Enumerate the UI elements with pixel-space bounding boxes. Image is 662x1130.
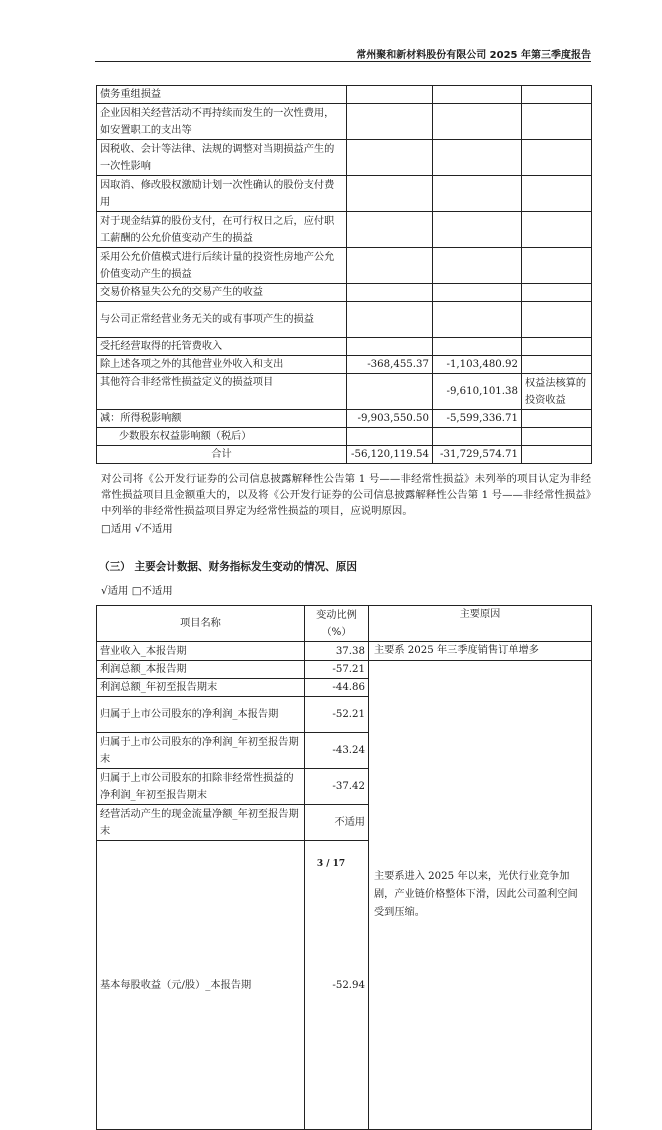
row-label: 归属于上市公司股东的扣除非经常性损益的净利润_年初至报告期末 xyxy=(97,769,305,805)
amount-current xyxy=(347,86,433,104)
note xyxy=(522,338,592,356)
row-label: 因取消、修改股权激励计划一次性确认的股份支付费用 xyxy=(97,176,347,212)
row-label: 其他符合非经常性损益定义的损益项目 xyxy=(97,374,347,410)
note xyxy=(522,428,592,446)
table-row xyxy=(97,176,592,212)
amount-ytd xyxy=(433,86,522,104)
amount-current xyxy=(347,140,433,176)
row-label: 归属于上市公司股东的净利润_本报告期 xyxy=(97,697,305,733)
row-label: 企业因相关经营活动不再持续而发生的一次性费用，如安置职工的支出等 xyxy=(97,104,347,140)
row-label: 归属于上市公司股东的净利润_年初至报告期末 xyxy=(97,733,305,769)
note xyxy=(522,248,592,284)
note xyxy=(522,410,592,428)
table-row xyxy=(97,356,592,374)
change-ratio: 不适用 xyxy=(305,805,369,841)
note xyxy=(522,104,592,140)
table-row xyxy=(97,642,592,661)
row-label: 交易价格显失公允的交易产生的收益 xyxy=(97,284,347,302)
amount-current xyxy=(347,302,433,338)
reason-cell: 主要系 2025 年三季度销售订单增多 xyxy=(369,642,592,661)
table-row xyxy=(97,212,592,248)
row-label: 采用公允价值模式进行后续计量的投资性房地产公允价值变动产生的损益 xyxy=(97,248,347,284)
amount-current xyxy=(347,176,433,212)
table-row xyxy=(97,338,592,356)
table-row xyxy=(97,410,592,428)
amount-ytd: -31,729,574.71 xyxy=(433,446,522,464)
column-header-ratio: 变动比例（%） xyxy=(305,606,369,642)
change-ratio: -52.94 xyxy=(305,841,369,1130)
note xyxy=(522,356,592,374)
table-row-total xyxy=(97,446,592,464)
row-label: 基本每股收益（元/股）_本报告期 xyxy=(97,841,305,1130)
row-label: 合计 xyxy=(97,446,347,464)
note: 权益法核算的投资收益 xyxy=(522,374,592,410)
applicability-checkbox-2: √适用 □不适用 xyxy=(101,585,173,597)
amount-current xyxy=(347,104,433,140)
amount-ytd: -1,103,480.92 xyxy=(433,356,522,374)
row-label: 利润总额_年初至报告期末 xyxy=(97,679,305,697)
column-header-reason: 主要原因 xyxy=(369,606,592,642)
page-number: 3 / 17 xyxy=(316,859,346,869)
amount-ytd xyxy=(433,140,522,176)
amount-ytd: -9,610,101.38 xyxy=(433,374,522,410)
amount-current xyxy=(347,374,433,410)
row-label: 与公司正常经营业务无关的或有事项产生的损益 xyxy=(97,302,347,338)
change-ratio: -44.86 xyxy=(305,679,369,697)
amount-ytd xyxy=(433,338,522,356)
reason-cell-merged: 主要系进入 2025 年以来，光伏行业竞争加剧，产业链价格整体下滑，因此公司盈利空间受到压缩。 xyxy=(369,661,592,1130)
change-ratio: -57.21 xyxy=(305,661,369,679)
amount-current xyxy=(347,338,433,356)
amount-current: -9,903,550.50 xyxy=(347,410,433,428)
table-row xyxy=(97,661,592,679)
change-ratio: -37.42 xyxy=(305,769,369,805)
amount-current xyxy=(347,428,433,446)
row-label: 对于现金结算的股份支付，在可行权日之后，应付职工薪酬的公允价值变动产生的损益 xyxy=(97,212,347,248)
amount-ytd xyxy=(433,428,522,446)
note xyxy=(522,284,592,302)
note xyxy=(522,302,592,338)
applicability-checkbox-1: □适用 √不适用 xyxy=(101,523,173,535)
table-row xyxy=(97,374,592,410)
amount-ytd xyxy=(433,302,522,338)
table-row xyxy=(97,86,592,104)
amount-ytd xyxy=(433,284,522,302)
page-header: 常州聚和新材料股份有限公司 2025 年第三季度报告 xyxy=(356,50,591,61)
row-label: 除上述各项之外的其他营业外收入和支出 xyxy=(97,356,347,374)
row-label: 减：所得税影响额 xyxy=(97,410,347,428)
amount-current xyxy=(347,284,433,302)
explanation-paragraph: 对公司将《公开发行证券的公司信息披露解释性公告第 1 号——非经常性损益》未列举的项目认定为非经常性损益项目且金额重大的，以及将《公开发行证券的公司信息披露解释性公告第 1 号——非经常性损益》中列举的非经常性损益项目界定为经常性损益的项目，应说明原因。 xyxy=(101,473,591,517)
row-label: 经营活动产生的现金流量净额_年初至报告期末 xyxy=(97,805,305,841)
section-title: （三） 主要会计数据、财务指标发生变动的情况、原因 xyxy=(99,561,357,573)
note xyxy=(522,176,592,212)
amount-ytd xyxy=(433,176,522,212)
header-divider xyxy=(95,61,591,62)
amount-ytd xyxy=(433,248,522,284)
amount-current: -368,455.37 xyxy=(347,356,433,374)
change-ratio: -52.21 xyxy=(305,697,369,733)
column-header-item: 项目名称 xyxy=(97,606,305,642)
amount-ytd xyxy=(433,212,522,248)
row-label: 利润总额_本报告期 xyxy=(97,661,305,679)
table-row xyxy=(97,248,592,284)
table-row xyxy=(97,284,592,302)
table-row xyxy=(97,140,592,176)
table-row xyxy=(97,428,592,446)
amount-ytd: -5,599,336.71 xyxy=(433,410,522,428)
change-ratio: -43.24 xyxy=(305,733,369,769)
row-label: 因税收、会计等法律、法规的调整对当期损益产生的一次性影响 xyxy=(97,140,347,176)
row-label: 债务重组损益 xyxy=(97,86,347,104)
note xyxy=(522,140,592,176)
table-header-row xyxy=(97,606,592,642)
amount-ytd xyxy=(433,104,522,140)
note xyxy=(522,86,592,104)
amount-current xyxy=(347,212,433,248)
row-label: 少数股东权益影响额（税后） xyxy=(97,428,347,446)
note xyxy=(522,446,592,464)
row-label: 受托经营取得的托管费收入 xyxy=(97,338,347,356)
change-ratio: 37.38 xyxy=(305,642,369,661)
non-recurring-items-table xyxy=(96,85,592,464)
table-row xyxy=(97,302,592,338)
table-row xyxy=(97,104,592,140)
row-label: 营业收入_本报告期 xyxy=(97,642,305,661)
amount-current xyxy=(347,248,433,284)
note xyxy=(522,212,592,248)
amount-current: -56,120,119.54 xyxy=(347,446,433,464)
